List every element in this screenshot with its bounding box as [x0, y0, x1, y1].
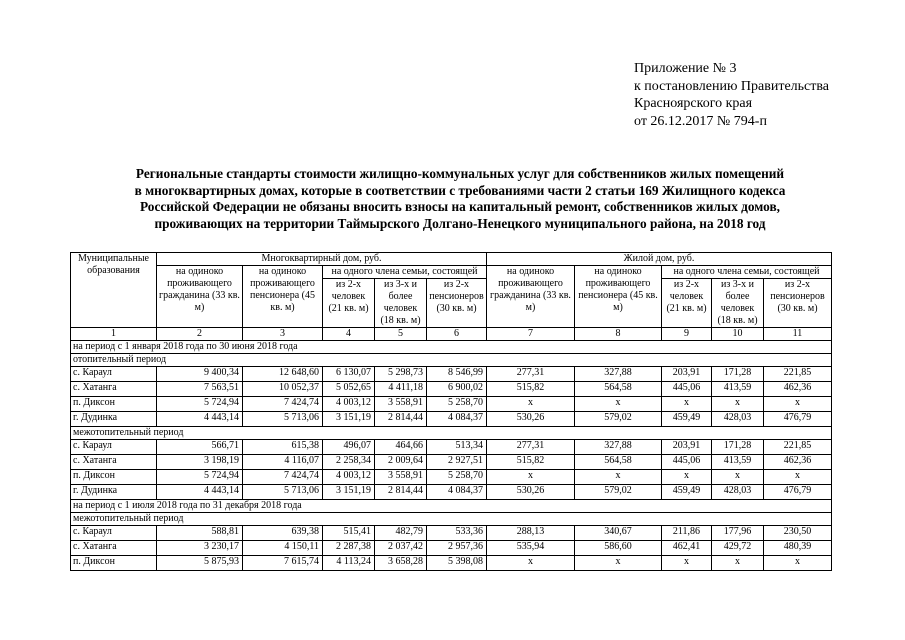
column-number: 5: [375, 328, 427, 341]
value-cell: 177,96: [712, 526, 764, 541]
subperiod-row: [71, 354, 832, 367]
table-row: [71, 541, 832, 556]
value-cell: 3 558,91: [375, 397, 427, 412]
value-cell: 530,26: [487, 412, 575, 427]
subperiod-label: межотопительный период: [71, 427, 832, 440]
value-cell: 4 443,14: [157, 412, 243, 427]
appendix-line: от 26.12.2017 № 794-п: [634, 113, 767, 129]
place-cell: с. Хатанга: [71, 541, 157, 556]
value-cell: 445,06: [662, 455, 712, 470]
value-cell: х: [764, 397, 832, 412]
value-cell: 327,88: [575, 367, 662, 382]
value-cell: 7 563,51: [157, 382, 243, 397]
value-cell: 535,94: [487, 541, 575, 556]
column-number: 9: [662, 328, 712, 341]
appendix-line: к постановлению Правительства: [634, 78, 830, 94]
value-cell: 513,34: [427, 440, 487, 455]
value-cell: 12 648,60: [243, 367, 323, 382]
header-two-persons: из 2-х человек (21 кв. м): [323, 279, 375, 328]
appendix-block: [634, 60, 894, 130]
value-cell: 476,79: [764, 412, 832, 427]
value-cell: 515,82: [487, 382, 575, 397]
header-single-pensioner: на одиноко проживающего пенсионера (45 кв. м): [575, 266, 662, 328]
value-cell: 3 198,19: [157, 455, 243, 470]
value-cell: 4 116,07: [243, 455, 323, 470]
value-cell: 4 084,37: [427, 412, 487, 427]
value-cell: 515,82: [487, 455, 575, 470]
header-apartment: Многоквартирный дом, руб.: [157, 253, 487, 266]
value-cell: 4 003,12: [323, 470, 375, 485]
value-cell: 4 443,14: [157, 485, 243, 500]
table-row: [71, 556, 832, 571]
value-cell: 459,49: [662, 485, 712, 500]
column-number: 7: [487, 328, 575, 341]
value-cell: 203,91: [662, 440, 712, 455]
header-two-pensioners: из 2-х пенсионеров (30 кв. м): [427, 279, 487, 328]
value-cell: 564,58: [575, 455, 662, 470]
value-cell: 564,58: [575, 382, 662, 397]
value-cell: 639,38: [243, 526, 323, 541]
value-cell: 2 287,38: [323, 541, 375, 556]
value-cell: 3 230,17: [157, 541, 243, 556]
value-cell: 8 546,99: [427, 367, 487, 382]
value-cell: 530,26: [487, 485, 575, 500]
value-cell: 6 130,07: [323, 367, 375, 382]
value-cell: 4 150,11: [243, 541, 323, 556]
value-cell: 476,79: [764, 485, 832, 500]
value-cell: х: [764, 556, 832, 571]
value-cell: 480,39: [764, 541, 832, 556]
value-cell: х: [712, 470, 764, 485]
table-row: [71, 397, 832, 412]
place-cell: с. Караул: [71, 440, 157, 455]
value-cell: 579,02: [575, 412, 662, 427]
value-cell: х: [662, 556, 712, 571]
value-cell: 5 052,65: [323, 382, 375, 397]
value-cell: 6 900,02: [427, 382, 487, 397]
subperiod-label: отопительный период: [71, 354, 832, 367]
value-cell: х: [575, 397, 662, 412]
value-cell: 462,36: [764, 455, 832, 470]
value-cell: 482,79: [375, 526, 427, 541]
value-cell: 5 713,06: [243, 485, 323, 500]
column-number: 3: [243, 328, 323, 341]
value-cell: х: [575, 470, 662, 485]
value-cell: х: [487, 470, 575, 485]
table-row: [71, 526, 832, 541]
value-cell: 171,28: [712, 367, 764, 382]
value-cell: 7 615,74: [243, 556, 323, 571]
period-label: на период с 1 июля 2018 года по 31 декабря 2018 года: [71, 500, 832, 513]
document-title: [60, 166, 860, 232]
value-cell: 7 424,74: [243, 470, 323, 485]
value-cell: 428,03: [712, 412, 764, 427]
value-cell: 10 052,37: [243, 382, 323, 397]
header-two-pensioners: из 2-х пенсионеров (30 кв. м): [764, 279, 832, 328]
subperiod-row: [71, 427, 832, 440]
value-cell: 459,49: [662, 412, 712, 427]
table-row: [71, 485, 832, 500]
place-cell: с. Караул: [71, 526, 157, 541]
value-cell: 5 398,08: [427, 556, 487, 571]
subperiod-row: [71, 513, 832, 526]
header-three-plus: из 3-х и более человек (18 кв. м): [712, 279, 764, 328]
value-cell: 2 927,51: [427, 455, 487, 470]
title-line: проживающих на территории Таймырского Долгано-Ненецкого муниципального района, на 2018 год: [154, 215, 766, 231]
value-cell: 288,13: [487, 526, 575, 541]
column-number: 4: [323, 328, 375, 341]
table-row: [71, 367, 832, 382]
header-per-member: на одного члена семьи, состоящей: [323, 266, 487, 279]
value-cell: 4 003,12: [323, 397, 375, 412]
place-cell: с. Караул: [71, 367, 157, 382]
value-cell: 615,38: [243, 440, 323, 455]
value-cell: 413,59: [712, 455, 764, 470]
value-cell: 211,86: [662, 526, 712, 541]
period-label: на период с 1 января 2018 года по 30 июня 2018 года: [71, 341, 832, 354]
table-row: [71, 455, 832, 470]
value-cell: 277,31: [487, 367, 575, 382]
value-cell: 4 113,24: [323, 556, 375, 571]
value-cell: 171,28: [712, 440, 764, 455]
title-line: Российской Федерации не обязаны вносить взносы на капитальный ремонт, собственников жилых домов,: [140, 199, 780, 214]
value-cell: 566,71: [157, 440, 243, 455]
column-number-row: [71, 328, 832, 341]
header-house: Жилой дом, руб.: [487, 253, 832, 266]
value-cell: 2 814,44: [375, 485, 427, 500]
value-cell: 5 713,06: [243, 412, 323, 427]
place-cell: г. Дудинка: [71, 412, 157, 427]
header-three-plus: из 3-х и более человек (18 кв. м): [375, 279, 427, 328]
value-cell: 496,07: [323, 440, 375, 455]
column-number: 2: [157, 328, 243, 341]
value-cell: 588,81: [157, 526, 243, 541]
value-cell: 462,36: [764, 382, 832, 397]
value-cell: х: [487, 397, 575, 412]
value-cell: 2 814,44: [375, 412, 427, 427]
header-municipal: Муниципальные образования: [71, 253, 157, 328]
table-row: [71, 440, 832, 455]
value-cell: 2 037,42: [375, 541, 427, 556]
value-cell: 4 084,37: [427, 485, 487, 500]
value-cell: 413,59: [712, 382, 764, 397]
value-cell: 2 009,64: [375, 455, 427, 470]
value-cell: 340,67: [575, 526, 662, 541]
value-cell: 579,02: [575, 485, 662, 500]
place-cell: п. Диксон: [71, 397, 157, 412]
place-cell: г. Дудинка: [71, 485, 157, 500]
value-cell: 428,03: [712, 485, 764, 500]
value-cell: 5 258,70: [427, 470, 487, 485]
place-cell: п. Диксон: [71, 556, 157, 571]
value-cell: 462,41: [662, 541, 712, 556]
value-cell: 429,72: [712, 541, 764, 556]
table-row: [71, 470, 832, 485]
value-cell: 5 724,94: [157, 397, 243, 412]
appendix-line: Красноярского края: [634, 96, 753, 111]
place-cell: п. Диксон: [71, 470, 157, 485]
table-row: [71, 382, 832, 397]
value-cell: 9 400,34: [157, 367, 243, 382]
value-cell: 3 558,91: [375, 470, 427, 485]
standards-table: [70, 252, 832, 571]
value-cell: х: [712, 556, 764, 571]
period-row: [71, 500, 832, 513]
value-cell: х: [662, 397, 712, 412]
value-cell: х: [487, 556, 575, 571]
value-cell: 327,88: [575, 440, 662, 455]
value-cell: 586,60: [575, 541, 662, 556]
header-single-resident: на одиноко проживающего гражданина (33 кв. м): [157, 266, 243, 328]
table-body: [71, 341, 832, 571]
value-cell: 7 424,74: [243, 397, 323, 412]
value-cell: 221,85: [764, 367, 832, 382]
value-cell: 277,31: [487, 440, 575, 455]
title-line: Региональные стандарты стоимости жилищно-коммунальных услуг для собственников жилых помещений: [135, 166, 785, 181]
value-cell: 2 957,36: [427, 541, 487, 556]
value-cell: 445,06: [662, 382, 712, 397]
title-line: в многоквартирных домах, которые в соответствии с требованиями части 2 статьи 169 Жилищного кодекса: [134, 182, 786, 198]
value-cell: 221,85: [764, 440, 832, 455]
value-cell: х: [764, 470, 832, 485]
header-single-resident: на одиноко проживающего гражданина (33 кв. м): [487, 266, 575, 328]
value-cell: х: [575, 556, 662, 571]
value-cell: 230,50: [764, 526, 832, 541]
value-cell: 5 258,70: [427, 397, 487, 412]
header-two-persons: из 2-х человек (21 кв. м): [662, 279, 712, 328]
value-cell: 3 151,19: [323, 485, 375, 500]
value-cell: 5 875,93: [157, 556, 243, 571]
column-number: 10: [712, 328, 764, 341]
value-cell: 4 411,18: [375, 382, 427, 397]
value-cell: 203,91: [662, 367, 712, 382]
column-number: 11: [764, 328, 832, 341]
value-cell: 515,41: [323, 526, 375, 541]
place-cell: с. Хатанга: [71, 455, 157, 470]
value-cell: х: [662, 470, 712, 485]
value-cell: 464,66: [375, 440, 427, 455]
header-per-member: на одного члена семьи, состоящей: [662, 266, 832, 279]
column-number: 1: [71, 328, 157, 341]
appendix-line: Приложение № 3: [634, 61, 737, 76]
period-row: [71, 341, 832, 354]
place-cell: с. Хатанга: [71, 382, 157, 397]
value-cell: 533,36: [427, 526, 487, 541]
value-cell: 2 258,34: [323, 455, 375, 470]
value-cell: 5 724,94: [157, 470, 243, 485]
value-cell: 5 298,73: [375, 367, 427, 382]
value-cell: х: [712, 397, 764, 412]
table-row: [71, 412, 832, 427]
value-cell: 3 151,19: [323, 412, 375, 427]
column-number: 8: [575, 328, 662, 341]
subperiod-label: межотопительный период: [71, 513, 832, 526]
column-number: 6: [427, 328, 487, 341]
header-single-pensioner: на одиноко проживающего пенсионера (45 кв. м): [243, 266, 323, 328]
value-cell: 3 658,28: [375, 556, 427, 571]
